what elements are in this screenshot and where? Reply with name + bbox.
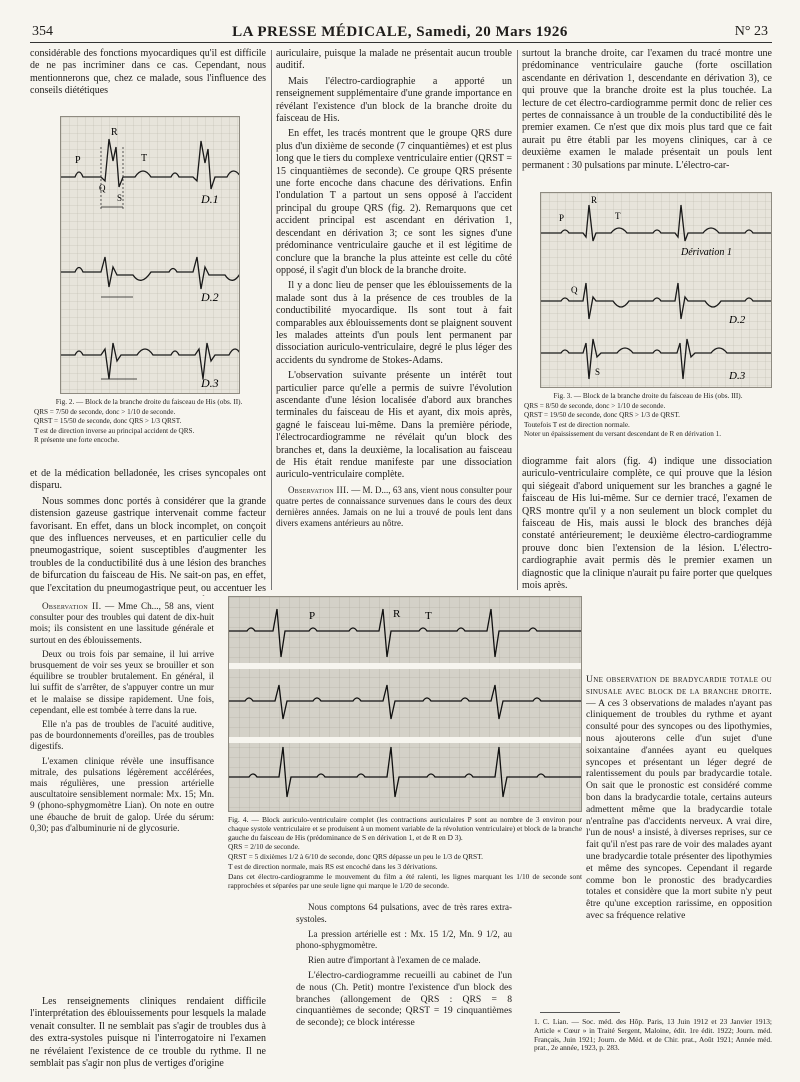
fig3-lead-d1: Dérivation 1	[681, 247, 732, 258]
fig4-note-2: QRST = 5 dixièmes 1/2 à 6/10 de seconde, donc QRS dépasse un peu le 1/3 de QRST.	[228, 852, 483, 862]
fig3-wave-s: S	[595, 367, 601, 377]
obs2-text: — Mme Ch..., 58 ans, vient consulter pour des troubles qui datent de dix-huit mois; ils consistent en une lassitude générale et surtout en des éblouissements.	[30, 601, 214, 645]
fig3-wave-p: P	[559, 213, 565, 223]
col2-p5: L'observation suivante présente un intérêt tout particulier parce qu'elle a permis de suivre l'évolution ascendante d'une lésion localisée d'abord aux branches terminales du faisceau de His et ayant, dix mois après, gagné le faisceau lui-même. Dans la première période, l'électrocardiogramme ne révélait qu'un block des branches et, dans la deuxième, la localisation au faisceau de His était rendue manifeste par une dissociation auriculo-ventriculaire complète.	[276, 370, 512, 481]
col1-p3: Les renseignements cliniques rendaient difficile l'interprétation des éblouissements pour lesquels la malade venait consulter. Il ne semblait pas s'agir de troubles dus à des extra-systoles puisque ni l'interrogatoire ni l'examen ne révélaient l'existence de ce trouble du rythme. Il ne semblait pas s'agir non plus de vertiges d'origine	[30, 996, 266, 1070]
fig2-wave-q: Q	[99, 183, 106, 193]
col3-p3: — A ces 3 observations de malades n'ayant pas cliniquement de troubles du rythme et ayant consulté pour des syncopes ou des lipothymies, nous ajouterons celle d'un sujet d'une soixantaine d'années ayant eu quelques syncopes et présentant un léger degré de ralentissement du pouls par bradycardie totale. On sait que le pronostic est considéré comme bon dans la bradycardie totale, certains auteurs admettent même que la bradycardie totale n'entraîne pas d'accidents nerveux. A vrai dire, l'un de nous¹ a insisté, à diverses reprises, sur ce fait qu'il n'est pas rare de voir des malades ayant une bradycardie totale présenter des lipothymies et même des syncopes. Cependant il regarde comme bon le pronostic des bradycardies totales et considère que la mort subite n'y peut être qu'une exception rarissime, en opposition avec sa fréquence relative	[586, 697, 772, 921]
col1-p2: Nous sommes donc portés à considérer que la grande distension gazeuse gastrique intervenait comme facteur favorisant. En effet, dans un block incomplet, on conçoit que des influences nerveuses, et en particulier celle du pneumogastrique, soient susceptibles d'augmenter les troubles de la conductibilité dus à une lésion des branches de bifurcation du faisceau de His. Ne sait-on pas, en effet, que l'excitation du pneumogastrique peut, ou accentuer les	[30, 495, 266, 594]
figure-2	[60, 116, 240, 394]
obs3-heading: Observation III.	[288, 484, 349, 495]
col2-p2: Mais l'électro-cardiographie a apporté un renseignement supplémentaire d'une grande importance en révélant l'existence d'un block de la branche droite du faisceau de His.	[276, 75, 512, 125]
fig4-wave-t: T	[425, 610, 432, 622]
fig4-after-3: Rien autre d'important à l'examen de ce malade.	[308, 955, 481, 966]
fig2-lead-d3: D.3	[201, 376, 219, 390]
fig3-wave-r: R	[591, 195, 598, 205]
footnote: 1. C. Lian. — Soc. méd. des Hôp. Paris, 13 Juin 1912 et 23 Janvier 1913; Article « Cœur » in Traité Sergent, Maloine, édit. 1re édit. 1922; Journ. méd. Français, Juin 1921; Journ. de Méd. et de Chir. prat., Août 1921; Année méd. prat., 2e année, 1923, p. 283.	[534, 1017, 772, 1053]
fig4-caption: Fig. 4. — Block auriculo-ventriculaire complet (les contractions auriculaires P sont au nombre de 3 environ pour chaque systole ventriculaire et se produisent à un moment variable de la révolution ventriculaire) et block de la branche gauche du faisceau de His (prédominance de S en dérivation 1, et de R en D 3).	[228, 816, 582, 842]
fig2-lead-d1: D.1	[201, 192, 219, 206]
column-3-mid	[522, 456, 772, 596]
fig4-note-4: Dans cet électro-cardiogramme le mouvement du film a été ralenti, les lignes marquant les 1/10 de seconde sont rapprochées et séparées par une seule ligne qui marque le 1/20 de seconde.	[228, 871, 582, 890]
fig3-note-2: QRST = 19/50 de seconde, donc QRS > 1/3 de QRST.	[524, 411, 680, 420]
obs2-p4: L'examen clinique révèle une insuffisance mitrale, des pulsations légèrement accélérées, mais régulières, une pression artérielle auscultatoire sensiblement normale: Mx. 15; Mn. 9 (phono-sphygmomètre Lian). On note en outre une ébauche de bruit de galop. Urée du sérum: 0,30; pas d'albuminurie ni de glycosurie.	[30, 755, 214, 833]
obs2-p2: Deux ou trois fois par semaine, il lui arrive brusquement de voir ses yeux se brouiller et son équilibre se troubler brutalement. En général, il lui suffit de s'arrêter, de s'appuyer contre un mur et le malaise se dissipe rapidement. Une fois, cependant, elle est tombée à terre dans la rue.	[30, 648, 214, 715]
column-1-top	[30, 48, 266, 112]
fig4-wave-p: P	[309, 610, 316, 622]
obs2-heading: Observation II.	[42, 601, 102, 611]
issue-number: N° 23	[734, 24, 768, 39]
fig4-note-1: QRS = 2/10 de seconde.	[228, 842, 300, 852]
obs3-text: — M. D..., 63 ans, vient nous consulter pour quatre pertes de connaissance survenues dans le cours des deux dernières années. Jamais on ne lui a trouvé de pouls lent dans divers examens antérieurs au nôtre.	[276, 484, 512, 528]
fig2-wave-t: T	[141, 153, 148, 164]
col2-p1: auriculaire, puisque la malade ne présentait aucun trouble auditif.	[276, 48, 512, 72]
fig2-lead-d2: D.2	[201, 290, 219, 304]
fig2-note-1: QRS = 7/50 de seconde, donc > 1/10 de seconde.	[34, 407, 176, 416]
column-1-bottom	[30, 996, 266, 1076]
footnote-rule	[540, 1012, 620, 1013]
column-3-top	[522, 48, 772, 188]
column-divider-1	[271, 50, 272, 590]
column-1-body	[30, 468, 266, 596]
fig4-wave-r: R	[393, 608, 401, 620]
fig2-wave-p: P	[75, 155, 81, 166]
fig4-after-1: Nous comptons 64 pulsations, avec de très rares extra-systoles.	[296, 902, 512, 924]
fig3-wave-q: Q	[571, 285, 578, 295]
column-1-obs2	[30, 598, 214, 992]
page-header	[28, 18, 772, 44]
column-3-bottom	[586, 674, 772, 1008]
fig3-wave-t: T	[615, 211, 621, 221]
fig2-caption: Fig. 2. — Block de la branche droite du faisceau de His (obs. II).	[55, 398, 243, 406]
col3-p2: diogramme fait alors (fig. 4) indique une dissociation auriculo-ventriculaire complète, ce qui prouve que la lésion qui siégeait d'abord uniquement sur les branches a gagné le faisceau de His lui-même. Sur ce dernier tracé, l'examen de QRS montre qu'il y a non seulement un block complet du faisceau de His, mais aussi le block des branches déjà constaté antérieurement; le deuxième électro-cardiogramme prouve donc bien l'extension de la lésion. L'électro-cardiographie avait permis dès le premier examen un diagnostic que la clinique n'aurait pu faire porter que quelques mois après.	[522, 456, 772, 592]
col1-p1: et de la médication belladonée, les crises syncopales ont disparu.	[30, 468, 266, 492]
bradycardie-heading: Une observation de bradycardie totale ou sinusale avec block de la branche droite.	[586, 674, 772, 697]
fig3-caption-block	[524, 392, 772, 454]
fig3-lead-d3: D.3	[729, 370, 746, 382]
fig2-caption-block	[34, 398, 264, 464]
figure-4	[228, 596, 582, 812]
figure-3-ecg	[541, 193, 772, 388]
fig2-note-2: QRST = 15/50 de seconde, donc QRS > 1/3 QRST.	[34, 417, 182, 426]
fig2-note-3: T est de direction inverse au principal accident de QRS.	[34, 426, 195, 435]
header-rule	[30, 42, 772, 43]
fig3-note-3: Toutefois T est de direction normale.	[524, 420, 630, 429]
col2-p4: Il y a donc lieu de penser que les éblouissements de la malade sont dus à la présence de ces troubles de la conductibilité myocardique. Ils sont tout à fait comparables aux éblouissements dont se plaignent souvent les malades atteints d'un pouls lent permanent par dissociation auriculo-ventriculaire, degré le plus léger des accidents du syndrome de Stokes-Adams.	[276, 280, 512, 366]
page-number: 354	[32, 24, 53, 39]
col3-p1: surtout la branche droite, car l'examen du tracé montre une prédominance ventriculaire gauche (forte oscillation ascendante en dérivation 1, descendante en dérivation 3), ce qui prouve que la branche droite est la plus touchée. La lecture de cet électro-cardiogramme permit donc de relier ces pertes de connaissance à un trouble de la conductibilité dès le premier examen. Ce n'est que dix mois plus tard que ce fait aurait pu être établi par les moyens cliniques, car à ce deuxième examen le malade présentait un pouls lent permanent : 30 pulsations par minute. L'électro-car-	[522, 48, 772, 171]
figure-3	[540, 192, 772, 388]
fig4-caption-block	[228, 816, 582, 896]
fig3-lead-d2: D.2	[729, 314, 746, 326]
fig4-after-2: La pression artérielle est : Mx. 15 1/2, Mn. 9 1/2, au phono-sphygmomètre.	[296, 928, 512, 951]
column-divider-2	[517, 50, 518, 590]
fig3-note-1: QRS = 8/50 de seconde, donc > 1/10 de seconde.	[524, 401, 666, 410]
fig4-note-3: T est de direction normale, mais RS est encoché dans les 3 dérivations.	[228, 861, 438, 871]
column-2-bottom	[296, 902, 512, 1078]
fig2-note-4: R présente une forte encoche.	[34, 436, 120, 445]
journal-title: LA PRESSE MÉDICALE, Samedi, 20 Mars 1926	[232, 24, 568, 40]
fig2-wave-r: R	[111, 127, 118, 138]
fig3-note-4: Noter un épaississement du versant descendant de R en dérivation 1.	[524, 430, 722, 439]
column-2	[276, 48, 512, 588]
figure-2-ecg	[61, 117, 240, 394]
fig2-wave-s: S	[117, 193, 123, 203]
col2-p3: En effet, les tracés montrent que le groupe QRS dure plus d'un dixième de seconde (7 cinquantièmes) et est plus long que le tiers du complexe ventriculaire entier (QRST = 15 cinquantièmes de seconde). Ce groupe QRS présente une forte encoche dans chacune des dérivations. Enfin l'ondulation T a partout un sens opposé à l'accident principal du groupe QRS (fig. 2). Remarquons que cet accident principal est ascendant en dérivation 1, descendant en dérivation 3; ce sont les signes d'une prédominance ventriculaire gauche et il est légitime de conclure que la branche la plus atteinte est celle du côté opposé, il s'agit d'un block de la branche droite.	[276, 128, 512, 276]
figure-4-ecg	[229, 597, 582, 812]
col1-intro: considérable des fonctions myocardiques qu'il est difficile de ne pas incriminer dans ce cas. Cependant, nous mentionnerons que, chez ce malade, sous l'influence des conseils diététiques	[30, 48, 266, 97]
fig3-caption: Fig. 3. — Block de la branche droite du faisceau de His (obs. III).	[553, 392, 743, 400]
fig4-after-4: L'électro-cardiogramme recueilli au cabinet de l'un de nous (Ch. Petit) montre l'existence d'un block des branches (allongement de QRS : QRS = 8 cinquantièmes de seconde; QRST = 19 cinquantièmes de seconde); ce block intéresse	[296, 969, 512, 1029]
obs2-p3: Elle n'a pas de troubles de l'acuité auditive, pas de bourdonnements d'oreilles, pas de troubles digestifs.	[30, 719, 214, 752]
